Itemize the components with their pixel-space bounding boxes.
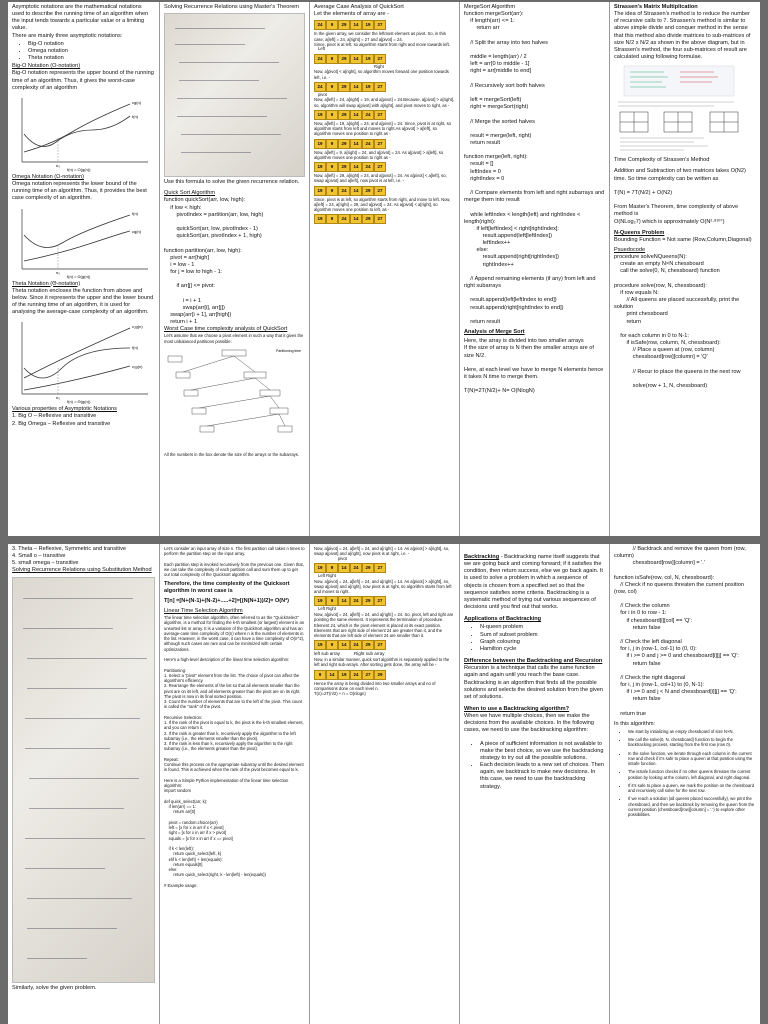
array-step-2 [314,54,455,64]
applications-list [464,624,605,653]
step-text: Now, in a similar manner, quick sort algorithm is separately applied to the left and right sub-arrays. After sorting gets done, the array will be - [314,657,451,668]
list-item: • Big-O notation [28,41,155,48]
array-cell: 29 [362,186,374,196]
array-cell: 29 [362,563,374,573]
array-cell: 27 [374,139,386,149]
array-cell: 19 [314,162,326,172]
pointer-label: Left Right [318,606,336,612]
when-heading: When to use a Backtracking algorithm? [464,705,570,712]
graph-caption: f(n) = Ω(g(n)) [67,273,91,279]
array-step-3 [314,82,455,92]
array-cell: 14 [350,139,362,149]
list-item: • If it's safe to place a queen, we mark the position on the chessboard and recursively call solve for the next row. [628,783,756,794]
worst-case-bold: Therefore, the time complexity of the Quicksort algorithm in worst case is [164,580,292,594]
step-text: Now, a[pivot] = 24, a[left] = 24, and a[right] = 14. As a[pivot] > a[right], so, swap a[pivot] and a[right], now pivot is at right, i.e. - [314,546,451,557]
array-cell: 29 [338,162,350,172]
array-cell: 19 [362,20,374,30]
p2-column-substitution [8,544,160,1024]
array-cell: 24 [350,596,362,606]
list-item: • We call the solve(0, N, chessboard) function to begin the backtracking process, starting from the first row (row 0). [628,737,756,748]
avg-title: Average Case Analysis of QuickSort [314,4,404,10]
bigo-heading: Big-O Notation (O-notation) [12,63,81,70]
array-cell: 14 [338,596,350,606]
difference-text: Recursion is a technique that calls the same function again and again until you reach the base case. Backtracking is an algorithm that finds all the possible solutions and selects the desired solution from the given set of solutions. [464,665,605,700]
list-item: • Omega notation [28,48,155,55]
strassen-tc-text: Addition and Subtraction of two matrices takes O(N2) time. So time complexity can be written as T(N) = 7T(N/2) + O(N2) From Master's Theorem, time complexity of above method is O(NLog₂7) which is approximately O(N²·⁸¹⁰⁷) [614,168,746,225]
array-cell: 14 [350,162,362,172]
backtracking-text: - Backtracking name itself suggests that we are going back and coming forward; if it satisfies the condition, then return success, else we go back again. It is used to solve a problem in which a sequence of objects is chosen from a specified set so that the sequence satisfies some criteria. Backtracking is a systematic method of trying out various sequences of decisions until you find out that works. [464,554,603,611]
array-cell: 9 [326,139,338,149]
merge-analysis-text: Here, the array is divided into two smaller arrays If the size of array is N then the smaller arrays are of size N/2. Here, at each level we have to merge N elements hence it takes N time to merge them. T(N)=2T(N/2)+ N= O(NlogN) [464,338,604,395]
array-cell: 14 [350,110,362,120]
array-cell: 19 [314,563,326,573]
notation-list [12,41,155,62]
worst-case-heading: Worst Case time complexity analysis of QuickSort [164,326,288,333]
master-title: Solving Recurrence Relations using Master's Theorem [164,4,299,10]
array-cell: 14 [350,82,362,92]
array-cell: 24 [314,20,326,30]
array-cell: 27 [362,670,374,680]
list-item: • The isSafe function checks if no other queens threaten the current position by looking at the column, left diagonal, and right diagonal. [628,769,756,780]
pointer-label: pivot [338,555,347,561]
array-cell: 14 [338,563,350,573]
array-step-4 [314,110,455,120]
p2-column-lts [160,544,310,1024]
pointer-label: pivot [318,91,327,97]
strassen-tc-heading: Time Complexity of Strassen's Method [614,157,710,164]
list-item: • Hamilton cycle [480,646,605,653]
array-cell: 27 [374,563,386,573]
array-cell: 27 [374,162,386,172]
p1-column-strassen [610,2,760,536]
array-cell: 19 [314,186,326,196]
array-cell: 9 [326,54,338,64]
array-cell: 19 [314,214,326,224]
worst-case-equation: T[n] =[N+(N-1)+(N-2)+.....+2]=[(N(N+1))/2]= O(N²) [164,597,289,604]
graph-label: n₀ [56,162,60,168]
array-cell: 24 [362,110,374,120]
tree-label: Partitioning time [276,348,302,353]
array-cell: 24 [314,82,326,92]
array-cell: 29 [338,54,350,64]
list-item: • Each decision leads to a new set of choices. Then again, we backtrack to make new decisions. In this case, we need to use the backtracking strategy. [480,762,605,791]
partition-tree [164,346,304,450]
array-cell: 27 [374,82,386,92]
array-cell: 29 [338,110,350,120]
array-cell: 27 [374,186,386,196]
array-cell: 14 [338,640,350,650]
array-cell: 19 [314,640,326,650]
pointer-label: Left [318,46,325,52]
quicksort-code: function quickSort(arr, low, high): if low < high: pivotIndex = partition(arr, low, high) quickSort(arr, low, pivotIndex - 1) quickSort(arr, pivotIndex + 1, high) function partition(arr, low, high): pivot = arr[high] i = low - 1 for j = low to high - 1: if arr[j] <= pivot: i = i + 1 swap(arr[i], arr[j]) swap(arr[i + 1], arr[high]) return i + 1 [164,197,264,326]
p1-column-asymptotic [8,2,160,536]
step-text: Since, pivot is at left, so algorithm starts from right, and move to left. Now, a[left] = 24, a[right] = 29, and a[pivot] = 24. As a[pivot] < a[right], so algorithm moves one position to left, as - [314,196,452,213]
array-cell: 24 [314,54,326,64]
page-1 [8,2,760,536]
graph-label: c₁g(n) [132,364,143,370]
list-item: • Theta notation [28,55,155,62]
array-cell: 19 [338,670,350,680]
step-text: Now, a[left] = 9, a[right] = 24, and a[pivot] = 24. As a[pivot] > a[left], so algorithm moves one position to right as - [314,149,445,160]
backtracking-intro [464,554,605,611]
p1-column-mergesort [460,2,610,536]
mergesort-code: function mergeSort(arr): if length(arr) <= 1: return arr // Split the array into two halves middle = length(arr) / 2 left = arr[0 to middle - 1] right = arr[middle to end] // Recursively sort both halves left = mergeSort(left) right = mergeSort(right) // Merge the sorted halves result = merge(left, right) return result function merge(left, right): result = [] leftIndex = 0 rightIndex = 0 // Compare elements from left and right subarrays and merge them into result while leftIndex < length(left) and rightIndex < length(right): if left[leftIndex] < right[rightIndex]: result.append(left[leftIndex]) leftIndex++ else: result.append(right[rightIndex]) rightIndex++ // Append remaining elements (if any) from left and right subarrays result.append(left[leftIndex to end]) result.append(right[rightIndex to end]) return result [464,11,605,325]
array-cell: 24 [338,214,350,224]
difference-heading: Difference between the Backtracking and Recursion [464,658,603,665]
theta-heading: Theta Notation (Θ-notation) [12,280,81,287]
array-cell: 9 [326,563,338,573]
array-step-1 [314,20,455,30]
pointer-label: Left Right [318,573,336,579]
graph-caption: f(n) = O(g(n)) [67,166,91,172]
array-cell: 19 [314,139,326,149]
step-text: Now, a[pivot] = 24, a[left] = 24, and a[right] = 24. So, pivot, left and right are pointing the same element. It represents the termination of procedure. Element 24, which is the pivot element is placed at its exact position. Elements that are right side of element 24 are greater than it, and the elements that are left side of element 24 are smaller than it. [314,612,454,639]
bigo-text: Big-O notation represents the upper bound of the running time of an algorithm. Thus, it gives the worst-case complexity of an algorithm [12,70,156,91]
when-list [464,741,605,791]
array-cell: 29 [338,139,350,149]
array-cell: 24 [350,563,362,573]
nqueens-bounding: Bounding Function = Not same (Row,Column,Diagonal) [614,236,752,243]
handwritten-substitution-photo [12,577,155,983]
array-cell: 27 [374,54,386,64]
array-cell: 29 [362,640,374,650]
applications-heading: Applications of Backtracking [464,616,542,623]
properties-cont: 3. Theta – Reflexive, Symmetric and transitive 4. Small o – transitive 5. small omega – transitive [12,546,126,567]
array-cell: 24 [362,162,374,172]
backtracking-heading: Backtracking [464,554,500,560]
mergesort-title: MergeSort Algorithm [464,4,515,10]
array-cell: 29 [362,214,374,224]
step-text: Hence the array is being divided into two smaller arrays and no of comparisons done on each level n. T(n)=2T(n/2) + n = O(nlogn) [314,680,436,697]
array-cell: 29 [374,670,386,680]
algorithm-list [614,729,756,818]
array-cell: 19 [314,110,326,120]
array-cell: 24 [362,139,374,149]
step-text: In the given array, we consider the leftmost element as pivot. So, in this case, a[left] = 24, a[right] = 27 and a[pivot] = 24. Since, pivot is at left, so algorithm starts from right and move towards left. [314,31,450,47]
graph-caption: f(n) = Θ(g(n)) [67,399,91,405]
strassen-formula-image [614,64,754,154]
step-text: Now, a[left] = 19, a[right] = 24, and a[pivot] = 24. Since, pivot is at right, so algorithm starts from left and moves to right.As a[pivot] > a[left], so algorithm moves one position to right as - [314,120,453,137]
properties-heading: Various properties of Asymptotic Notations [12,406,117,413]
array-cell: 9 [326,20,338,30]
graph-label: f(n) [132,345,138,351]
p1-column-master [160,2,310,536]
nqueens-code: procedure solveNQueens(N): create an empty N×N chessboard call the solve(0, N, chessboard) function procedure solve(row, N, chessboard): if row equals N: // All queens are placed successfully, print the solution print chessboard return for each column in 0 to N-1: if isSafe(row, column, N, chessboard): // Place a queen at (row, column) chessboard[row][column] = 'Q' // Recur to place the queens in the next row solve(row + 1, N, chessboard) [614,254,741,389]
step-text: Now, a[pivot] = 24, a[left] = 24, and a[right] = 14. As a[pivot] > a[right], so, swap a[pivot] and a[right], now pivot is at right, so algorithm starts from left and moves to right. [314,578,453,595]
array-cell: 9 [326,186,338,196]
graph-label: cg(n) [132,228,142,234]
array-step-6 [314,162,455,172]
worst-case-text: Let's assume that we choose a pivot element in such a way that it gives the most unbalanced partitions possible: [164,333,305,344]
array-cell: 14 [350,20,362,30]
p2-column-backtracking [460,544,610,1024]
omega-graph [12,205,154,279]
p1-column-average-case [310,2,460,536]
array-cell: 9 [326,110,338,120]
p2-column-nqueens-cont [610,544,760,1024]
array-step-8 [314,214,455,224]
list-item: • Sum of subset problem [480,632,605,639]
quicksort-heading: Quick Sort Algorithm [164,190,215,197]
array-step-7 [314,186,455,196]
array-cell: 14 [350,54,362,64]
array-cell: 19 [362,82,374,92]
list-item: • In the solve function, we iterate through each column in the current row and check if it's safe to place a queen at that position using the isSafe function. [628,751,756,767]
array-cell: 19 [314,596,326,606]
graph-label: cg(n) [132,99,142,105]
array-cell: 27 [374,596,386,606]
array-cell: 29 [362,596,374,606]
when-text: When we have multiple choices, then we make the decisions from the available choices. In the following cases, we need to use the backtracking algorithm: [464,713,596,734]
formula-note: Use this formula to solve the given recurrence relation. [164,179,300,186]
array-cell: 14 [350,186,362,196]
array-cell: 24 [350,670,362,680]
array-cell: 27 [374,640,386,650]
array-step-5 [314,139,455,149]
array-cell: 24 [350,640,362,650]
handwritten-notes-photo [164,13,305,177]
array-cell: 27 [374,20,386,30]
nqueens-heading: N-Queens Problem [614,229,665,236]
list-item: • If we reach a solution (all queens placed successfully), we print the chessboard, and then we backtrack by removing the queen from the current position (chessboard[row][column] = '.') to explore other possibilities. [628,796,756,817]
list-item: • We start by initializing an empty chessboard of size N×N. [628,729,756,734]
array-cell: 9 [326,162,338,172]
pseudocode-heading: Psuedocode [614,246,646,253]
list-item: • N-queen problem [480,624,605,631]
array-cell: 9 [326,82,338,92]
strassen-text: The idea of Strassen's method is to reduce the number of recursive calls to 7. Strassen's method is similar to above simple divide and conquer method in the sense that this method also divide matrices to sub-matrices of size N/2 x N/2 as shown in the above diagram, but in Strassen's method, the four sub-matrices of result are calculated using following formulae. [614,11,753,61]
graph-label: c₂g(n) [132,324,143,330]
array-cell: 27 [374,214,386,224]
worst-case-cont: Let's consider an input array of size n. The first partition call takes n times to perform the partition step on the input array. Each partition step is invoked recursively from the previous one. Given that, we can take the complexity of each partition call and sum them up to get our total complexity of the Quicksort algorithm. [164,546,305,578]
theta-graph [12,318,154,404]
avg-sub: Let the elements of array are - [314,11,389,18]
left-subarray-label: left sub array [314,651,341,657]
array-step-11 [314,640,455,650]
array-cell: 19 [362,54,374,64]
graph-label: f(n) [132,113,138,119]
array-cell: 27 [374,110,386,120]
p2-column-quicksort-cont [310,544,460,1024]
right-subarray-label: Right sub array [354,651,385,657]
omega-text: Omega notation represents the lower bound of the running time of an algorithm. Thus, it provides the best case complexity of an algorithm. [12,181,149,202]
intro-text: Asymptotic notations are the mathematical notations used to describe the running time of an algorithm when the input tends towards a particular value or a limiting value. There are mainly three asymptotic notations: [12,4,149,39]
lts-heading: Linear Time Selection Algorithm [164,607,243,614]
graph-label: n₀ [56,395,60,401]
array-cell: 29 [338,20,350,30]
substitution-caption: Similarly, solve the given problem. [12,984,97,991]
array-cell: 29 [338,82,350,92]
array-cell: 9 [326,214,338,224]
list-item: • A piece of sufficient information is not available to make the best choice, so we use the backtracking strategy to try out all the possible solutions. [480,741,605,762]
bigo-graph [12,94,154,172]
array-cell: 9 [326,596,338,606]
page-2 [8,544,760,1024]
array-step-9 [314,563,455,573]
array-sorted [314,670,455,680]
list-item: • Graph colouring [480,639,605,646]
theta-text: Theta notation encloses the function from above and below. Since it represents the upper and the lower bound of the running time of an algorithm, it is used for analysing the average-case complexity of an algorithm. [12,287,155,316]
array-cell: 14 [350,214,362,224]
graph-label: n₀ [56,269,60,275]
step-text: Now, a[left] = 29, a[right] = 24, and a[pivot] = 24. As a[pivot] < a[left], so, swap a[pivot] and a[left], now pivot is at left, i.e. - [314,173,448,184]
properties-text: 1. Big O – Reflexive and transitive 2. Big Omega – Reflexive and transitive [12,413,111,427]
algorithm-heading: In this algorithm: [614,720,656,727]
array-cell: 14 [326,670,338,680]
omega-heading: Omega Notation (Ω-notation) [12,173,84,180]
strassen-title: Strassen's Matrix Multiplication [614,4,698,10]
array-step-10 [314,596,455,606]
array-cell: 24 [338,186,350,196]
merge-analysis-heading: Analysis of Merge Sort [464,329,525,336]
graph-label: f(n) [132,210,138,216]
lts-text: The linear time selection algorithm, often referred to as the "QuickSelect" algorithm, is a method for finding the k-th smallest (or largest) element in an unsorted list or array. It is a variation of the QuickSort algorithm and has an average-case time complexity of O(n) where n is the number of elements in the list. However, in the worst case, it can have a time complexity of O(n^2), although such cases are rare and can be minimized with certain optimizations. Here's a high-level description of the linear time selection algorithm: Partitioning: 1. Select a "pivot" element from the list. The choice of pivot can affect the algorithm's efficiency. 2. Rearrange the elements of the list so that all elements smaller than the pivot are on its left, and all elements greater than the pivot are on its right. The pivot is now in its final sorted position. 3. Count the number of elements that are to the left of the pivot. This count is called the "rank" of the pivot. Recursive Selection: 1. If the rank of the pivot is equal to k, the pivot is the k-th smallest element, and you can return it. 2. If the rank is greater than k, recursively apply the algorithm to the left subarray (i.e., the elements smaller than the pivot). 3. If the rank is less than k, recursively apply the algorithm to the right subarray (i.e., the elements greater than the pivot). Repeat: Continue this process on the appropriate subarray until the desired element is found. This is achieved when the rank of the pivot becomes equal to k. Here is a Simple Python implementation of the linear time selection algorithm: import random def quick_select(arr, k): if len(arr) == 1: return arr[0] pivot = random.choice(arr) left = [x for x in arr if x < pivot] right = [x for x in arr if x > pivot] equals = [x for x in arr if x == pivot] if k < len(left): return quick_select(left, k) elif k < len(left) + len(equals): return equals[0] else: return quick_select(right, k - len(left) - len(equals)) # Example usage: [164,615,305,888]
array-cell: 9 [326,640,338,650]
array-cell: 9 [314,670,326,680]
step-text: Now, a[left] = 24, a[right] = 19, and a[pivot] = 24.Because, a[pivot] > a[right], so, algorithm will swap a[pivot] with a[right], and pivot moves to right, as - [314,97,456,108]
tree-caption: All the numbers in the box denote the size of the arrays or the subarrays. [164,451,300,457]
step-text: Now, a[pivot] < a[right], so algorithm moves forward one position towards left, i.e. - [314,69,451,80]
nqueens-code-cont: // Backtrack and remove the queen from (row, column) chessboard[row][column] = '.' function isSafe(row, col, N, chessboard): // Check if no queens threaten the current position (row, col) // Check the column for i in 0 to row - 1: if chessboard[i][col] == 'Q': return false // Check the left diagonal for i, j in (row-1, col-1) to (0, 0): if i >= 0 and j >= 0 and chessboard[i][j] == 'Q': return false // Check the right diagonal for i, j in (row-1, col+1) to (0, N-1): if i >= 0 and j < N and chessboard[i][j] == 'Q': return false return true [614,546,746,717]
pointer-label: Right [374,63,384,69]
substitution-heading: Solving Recurrence Relations using Substitution Method [12,567,152,574]
